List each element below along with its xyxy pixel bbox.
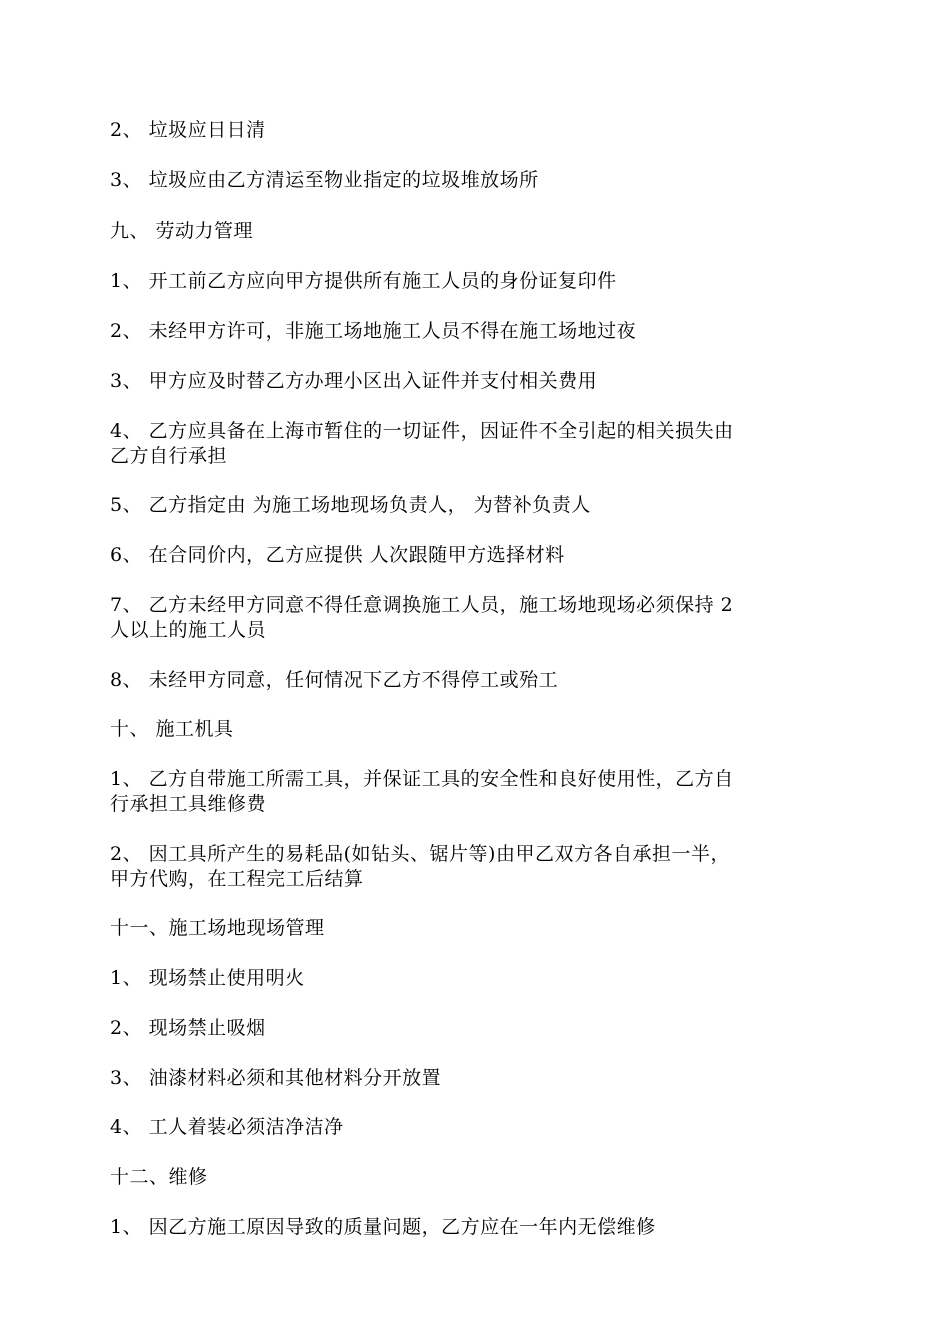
section-heading: 九、 劳动力管理 bbox=[110, 220, 254, 242]
text-line: 3、 垃圾应由乙方清运至物业指定的垃圾堆放场所 bbox=[110, 169, 539, 191]
text-line: 2、 未经甲方许可，非施工场地施工人员不得在施工场地过夜 bbox=[110, 320, 637, 342]
text-line: 1、 乙方自带施工所需工具，并保证工具的安全性和良好使用性，乙方自 bbox=[110, 768, 734, 790]
text-line: 乙方自行承担 bbox=[110, 445, 228, 467]
text-line: 2、 现场禁止吸烟 bbox=[110, 1017, 266, 1039]
text-line: 5、 乙方指定由 为施工场地现场负责人， 为替补负责人 bbox=[110, 494, 591, 516]
text-line: 2、 因工具所产生的易耗品(如钻头、锯片等)由甲乙双方各自承担一半， bbox=[110, 843, 730, 865]
text-line: 行承担工具维修费 bbox=[110, 793, 267, 815]
text-line: 6、 在合同价内，乙方应提供 人次跟随甲方选择材料 bbox=[110, 544, 565, 566]
text-line: 人以上的施工人员 bbox=[110, 619, 267, 641]
text-line: 4、 工人着装必须洁净洁净 bbox=[110, 1116, 344, 1138]
text-line: 3、 油漆材料必须和其他材料分开放置 bbox=[110, 1067, 442, 1089]
text-line: 1、 因乙方施工原因导致的质量问题，乙方应在一年内无偿维修 bbox=[110, 1216, 656, 1238]
text-line: 1、 开工前乙方应向甲方提供所有施工人员的身份证复印件 bbox=[110, 270, 617, 292]
text-line: 7、 乙方未经甲方同意不得任意调换施工人员，施工场地现场必须保持 2 bbox=[110, 594, 734, 616]
text-line: 甲方代购，在工程完工后结算 bbox=[110, 868, 364, 890]
section-heading: 十二、维修 bbox=[110, 1166, 208, 1188]
text-line: 4、 乙方应具备在上海市暂住的一切证件，因证件不全引起的相关损失由 bbox=[110, 420, 734, 442]
text-line: 8、 未经甲方同意，任何情况下乙方不得停工或殆工 bbox=[110, 669, 559, 691]
text-line: 1、 现场禁止使用明火 bbox=[110, 967, 305, 989]
section-heading: 十、 施工机具 bbox=[110, 718, 234, 740]
text-line: 2、 垃圾应日日清 bbox=[110, 119, 266, 141]
section-heading: 十一、施工场地现场管理 bbox=[110, 917, 325, 939]
text-line: 3、 甲方应及时替乙方办理小区出入证件并支付相关费用 bbox=[110, 370, 598, 392]
